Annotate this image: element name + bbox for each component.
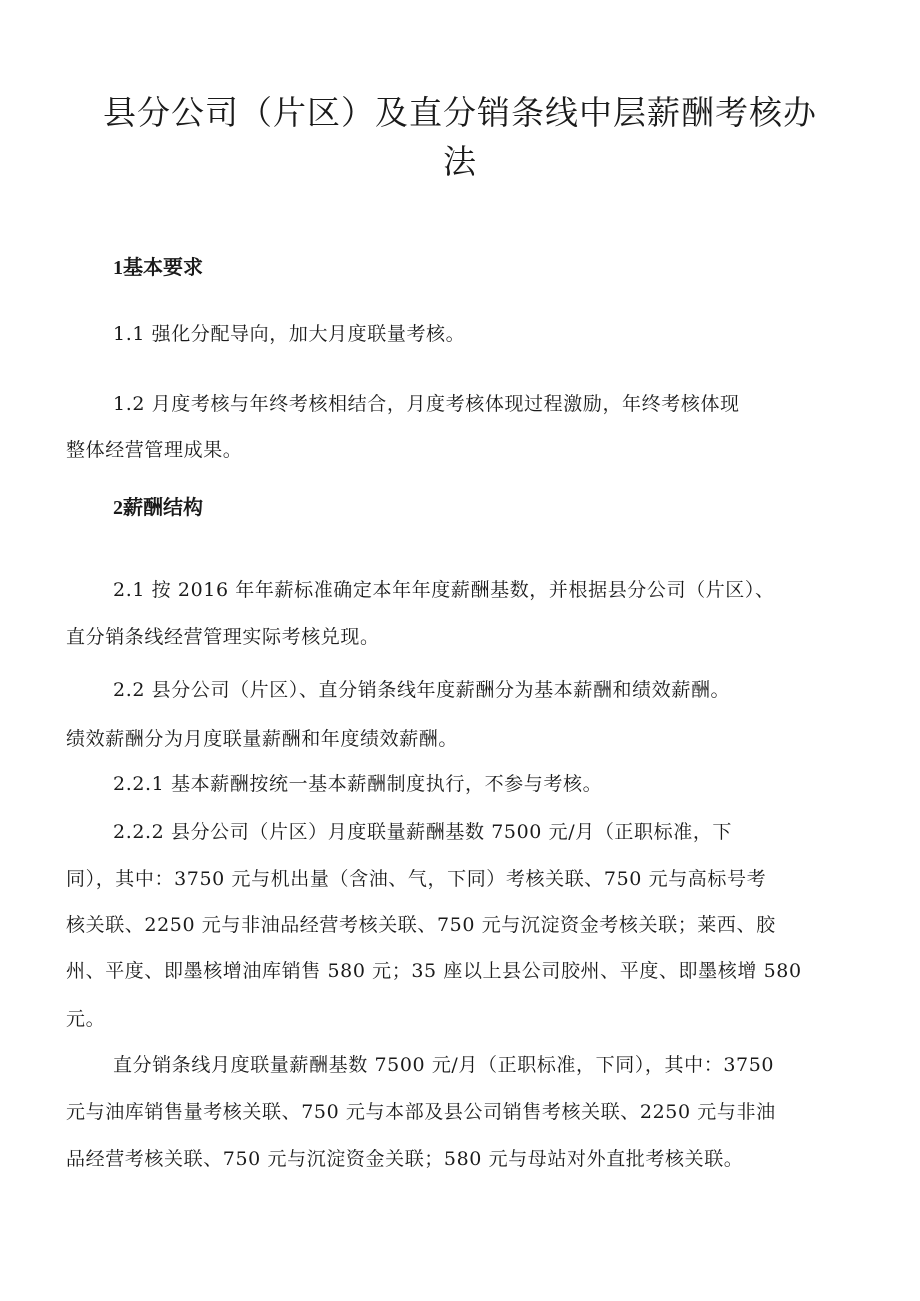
- section-2-title: 薪酬结构: [123, 495, 203, 519]
- paragraph-1-2-line-1: 1.2 月度考核与年终考核相结合，月度考核体现过程激励，年终考核体现: [113, 393, 740, 415]
- section-2-number: 2: [113, 497, 123, 519]
- paragraph-direct-line-3: 品经营考核关联、750 元与沉淀资金关联；580 元与母站对外直批考核关联。: [66, 1148, 744, 1170]
- paragraph-direct-line-2: 元与油库销售量考核关联、750 元与本部及县公司销售考核关联、2250 元与非油: [66, 1101, 776, 1123]
- paragraph-direct-line-1: 直分销条线月度联量薪酬基数 7500 元/月（正职标准，下同），其中：3750: [113, 1054, 775, 1076]
- paragraph-2-1-line-1: 2.1 按 2016 年年薪标准确定本年年度薪酬基数，并根据县分公司（片区）、: [113, 579, 775, 601]
- section-1-number: 1: [113, 257, 123, 279]
- section-2-heading: [113, 493, 203, 522]
- document-title-line-2: 法: [443, 142, 477, 181]
- paragraph-2-2-2-line-3: 核关联、2250 元与非油品经营考核关联、750 元与沉淀资金考核关联；莱西、胶: [66, 914, 776, 936]
- paragraph-2-2-2-line-2: 同），其中：3750 元与机出量（含油、气，下同）考核关联、750 元与高标号考: [66, 868, 767, 890]
- paragraph-2-2-2-line-4: 州、平度、即墨核增油库销售 580 元；35 座以上县公司胶州、平度、即墨核增 580: [66, 960, 802, 982]
- paragraph-2-2-line-2: 绩效薪酬分为月度联量薪酬和年度绩效薪酬。: [66, 728, 459, 750]
- section-1-heading: [113, 253, 203, 282]
- paragraph-2-1-line-2: 直分销条线经营管理实际考核兑现。: [66, 626, 380, 648]
- document-title-line-1: 县分公司（片区）及直分销条线中层薪酬考核办: [103, 93, 817, 132]
- paragraph-2-2-2-line-5: 元。: [66, 1008, 106, 1030]
- paragraph-2-2-line-1: 2.2 县分公司（片区）、直分销条线年度薪酬分为基本薪酬和绩效薪酬。: [113, 679, 731, 701]
- paragraph-2-2-2-line-1: 2.2.2 县分公司（片区）月度联量薪酬基数 7500 元/月（正职标准，下: [113, 821, 733, 843]
- paragraph-1-1: 1.1 强化分配导向，加大月度联量考核。: [113, 323, 466, 345]
- section-1-title: 基本要求: [123, 255, 203, 279]
- paragraph-1-2-line-2: 整体经营管理成果。: [66, 439, 243, 461]
- paragraph-2-2-1: 2.2.1 基本薪酬按统一基本薪酬制度执行，不参与考核。: [113, 773, 603, 795]
